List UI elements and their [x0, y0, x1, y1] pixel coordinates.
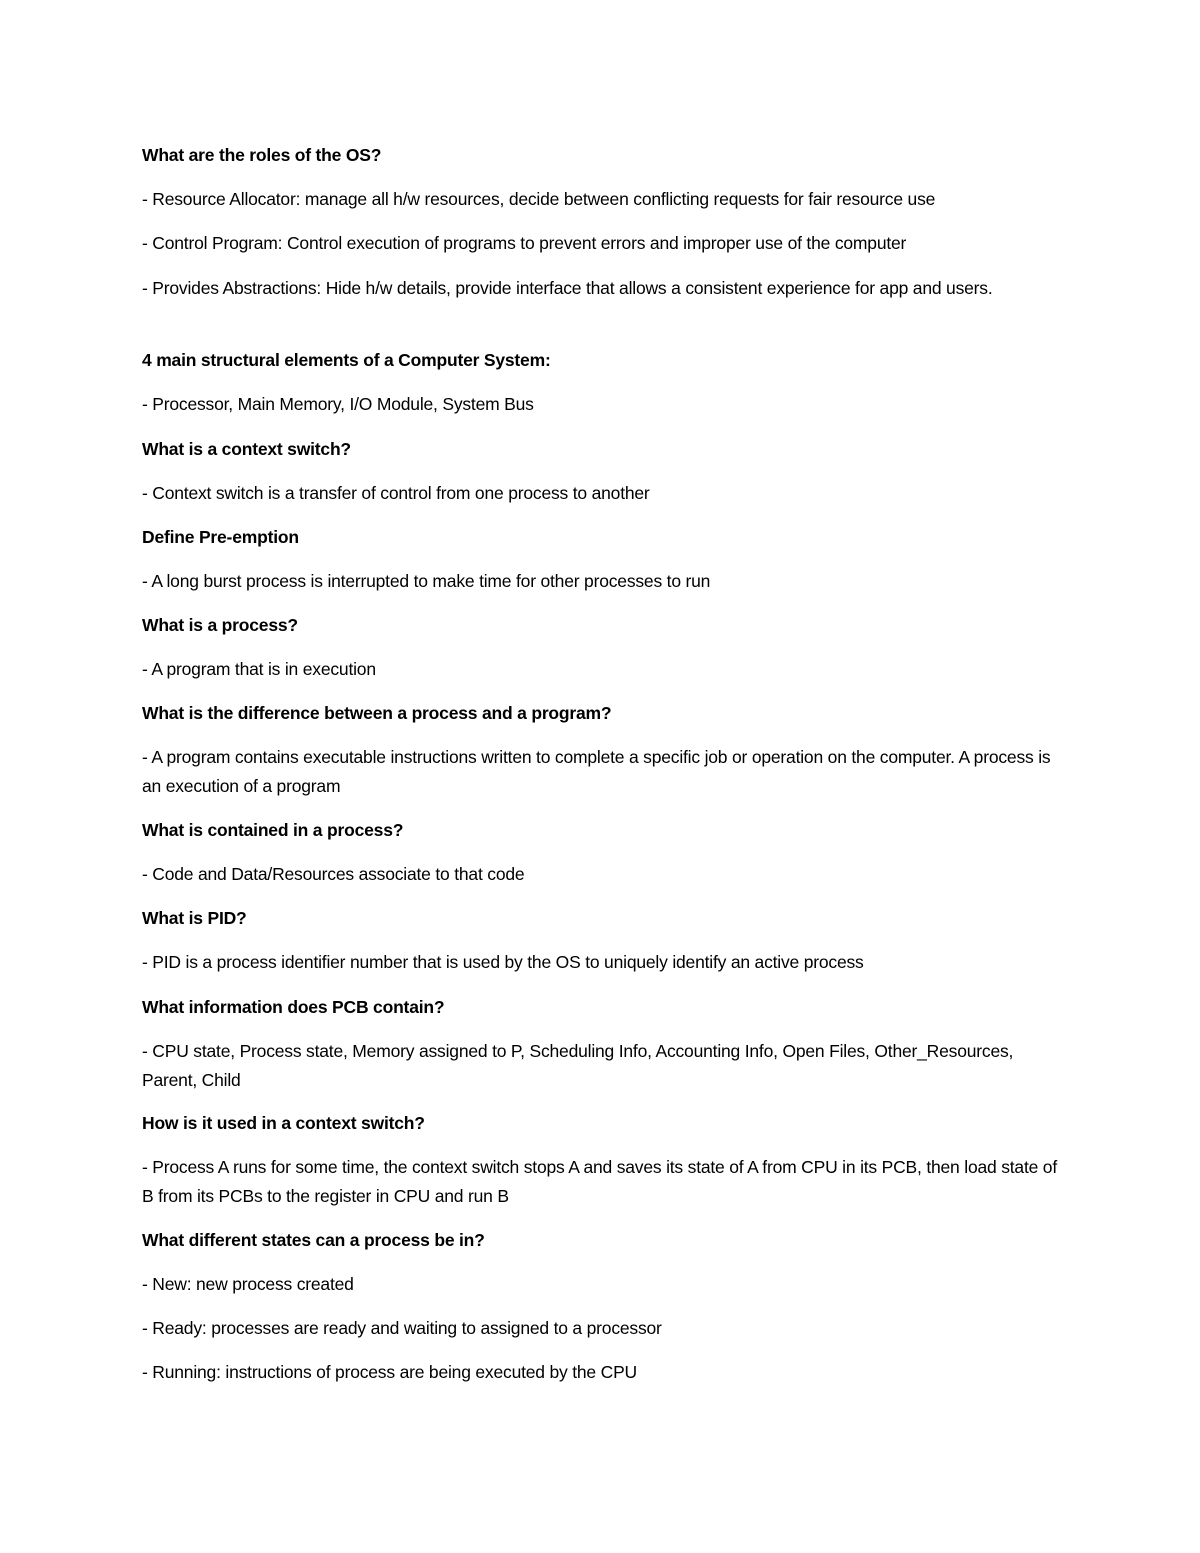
question-context-switch: What is a context switch?: [142, 439, 351, 459]
answer-pid: - PID is a process identifier number that is used by the OS to uniquely identify an active process: [142, 952, 864, 972]
answer-context-switch: - Context switch is a transfer of control from one process to another: [142, 483, 650, 503]
question-process-vs-program: What is the difference between a process and a program?: [142, 703, 612, 723]
question-pre-emption: Define Pre-emption: [142, 527, 299, 547]
answer-pre-emption: - A long burst process is interrupted to make time for other processes to run: [142, 571, 711, 591]
answer-state-ready: - Ready: processes are ready and waiting to assigned to a processor: [142, 1318, 662, 1338]
question-pid: What is PID?: [142, 908, 247, 928]
question-pcb-contents: What information does PCB contain?: [142, 997, 445, 1017]
question-process-states: What different states can a process be in?: [142, 1230, 485, 1250]
answer-state-new: - New: new process created: [142, 1274, 354, 1294]
question-os-roles: What are the roles of the OS?: [142, 145, 382, 165]
question-process-contents: What is contained in a process?: [142, 820, 404, 840]
answer-process-contents: - Code and Data/Resources associate to that code: [142, 864, 525, 884]
answer-what-is-process: - A program that is in execution: [142, 659, 376, 679]
question-pcb-context-switch: How is it used in a context switch?: [142, 1113, 425, 1133]
answer-control-program: - Control Program: Control execution of programs to prevent errors and improper use of the computer: [142, 233, 907, 253]
answer-provides-abstractions: - Provides Abstractions: Hide h/w details, provide interface that allows a consistent experience for app and users.: [142, 278, 993, 298]
answer-process-vs-program: - A program contains executable instructions written to complete a specific job or operation on the computer. A process is an execution of a program: [142, 747, 1051, 796]
answer-pcb-context-switch: - Process A runs for some time, the context switch stops A and saves its state of A from CPU in its PCB, then load state of B from its PCBs to the register in CPU and run B: [142, 1157, 1057, 1206]
answer-resource-allocator: - Resource Allocator: manage all h/w resources, decide between conflicting requests for fair resource use: [142, 189, 936, 209]
question-what-is-process: What is a process?: [142, 615, 298, 635]
answer-structural-elements: - Processor, Main Memory, I/O Module, System Bus: [142, 394, 534, 414]
answer-state-running: - Running: instructions of process are being executed by the CPU: [142, 1362, 637, 1382]
answer-pcb-contents: - CPU state, Process state, Memory assigned to P, Scheduling Info, Accounting Info, Open Files, Other_Resources, Parent, Child: [142, 1041, 1014, 1090]
question-structural-elements: 4 main structural elements of a Computer System:: [142, 350, 551, 370]
